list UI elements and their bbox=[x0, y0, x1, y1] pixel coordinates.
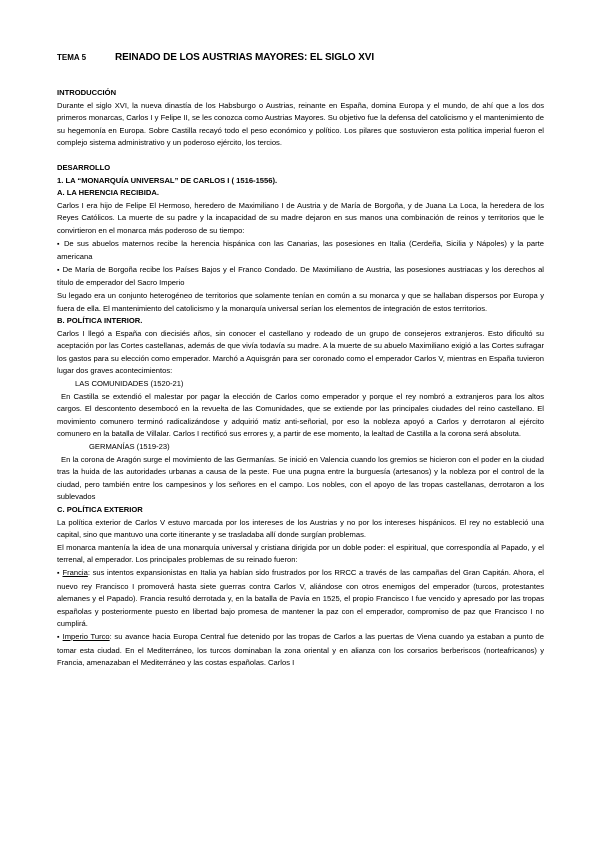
section-c-heading: C. POLÍTICA EXTERIOR bbox=[57, 505, 143, 514]
title-row bbox=[57, 52, 544, 63]
turco-label: Imperio Turco bbox=[62, 631, 110, 641]
intro-heading: INTRODUCCIÓN bbox=[57, 88, 117, 97]
section-c-paragraph: La política exterior de Carlos V estuvo marcada por los intereses de los Austrias y no por los intereses hispánicos. El rey no estableció una capital, sino que mantuvo una corte itinerante y se trasladaba allí donde surgían problemas. bbox=[57, 517, 544, 540]
section-b-heading: B. POLÍTICA INTERIOR. bbox=[57, 316, 143, 326]
turco-item bbox=[57, 631, 544, 670]
section-a-bullet-1: ▪ De sus abuelos maternos recibe la herencia hispánica con las Canarias, las posesiones en Italia (Cerdeña, Sicilia y Nápoles) y la parte americana bbox=[57, 238, 544, 264]
page-title: REINADO DE LOS AUSTRIAS MAYORES: EL SIGLO XVI bbox=[115, 52, 375, 63]
document-page bbox=[57, 52, 544, 670]
section-1-heading: 1. LA “MONARQUÍA UNIVERSAL” DE CARLOS I ( 1516-1556). bbox=[57, 175, 278, 185]
intro-paragraph: Durante el siglo XVI, la nueva dinastía de los Habsburgo o Austrias, reinante en España, domina Europa y el mundo, de ahí que a los dos primeros monarcas, Carlos I y Felipe II, se les conozca como Austrias Mayores. Su objetivo fue la defensa del catolicismo y el mantenimiento de su hegemonía en Europa. Sobre Castilla recayó todo el peso económico y político. Los pilares que sostuvieron esta política imperial fueron el complejo sistema administrativo y un poderoso ejército, los tercios. bbox=[57, 100, 544, 148]
section-b-paragraph: Carlos I llegó a España con diecisiés años, sin conocer el castellano y rodeado de un grupo de consejeros extranjeros. Esto dificultó su aceptación por las Cortes castellanas, además de que vivía todavía su madre. A la muerte de su abuelo Maximiliano exigió a las Cortes sufragar los gastos para su elección como emperador. Marchó a Aquisgrán para ser coronado como el emperador Carlos V, mientras en España tuvieron lugar dos graves acontecimientos: bbox=[57, 328, 544, 376]
section-c-paragraph-2: El monarca mantenía la idea de una monarquía universal y cristiana dirigida por un doble poder: el espiritual, que correspondía al Papado, y el terrenal, al emperador. Los principales problemas de su reinado fueron: bbox=[57, 542, 544, 565]
francia-label: Francia bbox=[62, 567, 88, 577]
section-a-paragraph: Carlos I era hijo de Felipe El Hermoso, heredero de Maximiliano I de Austria y de María de Borgoña, y de Juana La Loca, la heredera de los Reyes Católicos. La muerte de su padre y la incapacidad de su madre dejaron en sus manos una combinación de reinos y territorios que le convirtieron en el monarca más poderoso de su tiempo: bbox=[57, 200, 544, 235]
germanias-paragraph: En la corona de Aragón surge el movimiento de las Germanías. Se inició en Valencia cuando los gremios se hicieron con el poder en la ciudad tras la huida de las autoridades urbanas a causa de la peste. Fue una pugna entre la burguesía (artesanos) y la nobleza por el control de la ciudad, pero también entre los campesinos y los señores en el campo. Los nobles, con el apoyo de las tropas castellanas, derrotaron a los sublevados bbox=[57, 454, 544, 502]
francia-text: : sus intentos expansionistas en Italia ya habían sido frustrados por los RRCC a través de las campañas del Gran Capitán. Ahora, el nuevo rey Francisco I promoverá hasta siete guerras contra Carlos V, aliándose con otros enemigos del emperador (turcos, protestantes alemanes y el Papado). Francia resultó derrotada y, en la batalla de Pavía en 1525, el propio Francisco I fue vencido y apresado por las tropas españolas y posteriormente puesto en libertad bajo promesa de mantener la paz con el emperador, compromiso de paz que Francisco I no cumplirá. bbox=[57, 567, 544, 629]
comunidades-paragraph: En Castilla se extendió el malestar por pagar la elección de Carlos como emperador y porque el rey nombró a extranjeros para los altos cargos. El descontento desembocó en la revuelta de las Comunidades, que se extiende por las principales ciudades del reino castellano. El movimiento comunero terminó radicalizándose y adquirió matiz anti-señorial, por eso la nobleza apoyó a Carlos y derrotaron al ejército comunero en la batalla de Villalar. Carlos I rectificó sus errores y, a partir de ese momento, la lealtad de Castilla a la corona será absoluta. bbox=[57, 391, 544, 439]
section-a-bullet-2: ▪ De María de Borgoña recibe los Países Bajos y el Franco Condado. De Maximiliano de Austria, las posesiones austriacas y los derechos al título de emperador del Sacro Imperio bbox=[57, 264, 544, 290]
tema-label: TEMA 5 bbox=[57, 53, 87, 62]
comunidades-heading: LAS COMUNIDADES (1520-21) bbox=[75, 379, 184, 389]
desarrollo-heading: DESARROLLO bbox=[57, 162, 111, 172]
germanias-heading: GERMANÍAS (1519-23) bbox=[89, 442, 170, 452]
section-a-paragraph-2: Su legado era un conjunto heterogéneo de territorios que solamente tenían en común a su monarca y que se hallaban dispersos por Europa y fuera de ella. El mantenimiento del catolicismo y la monarquía universal serían los elementos de integración de estos territorios. bbox=[57, 290, 544, 313]
francia-item bbox=[57, 567, 544, 631]
section-a-heading: A. LA HERENCIA RECIBIDA. bbox=[57, 188, 159, 198]
turco-text: : su avance hacia Europa Central fue detenido por las tropas de Carlos a las puertas de Viena cuando ya estaban a punto de tomar esta ciudad. En el Mediterráneo, los turcos dominaban la zona oriental y en alianza con los corsarios berberiscos (norteafricanos) y Francia, amenazaban el Mediterráneo y las costas españolas. Carlos I bbox=[57, 631, 544, 668]
